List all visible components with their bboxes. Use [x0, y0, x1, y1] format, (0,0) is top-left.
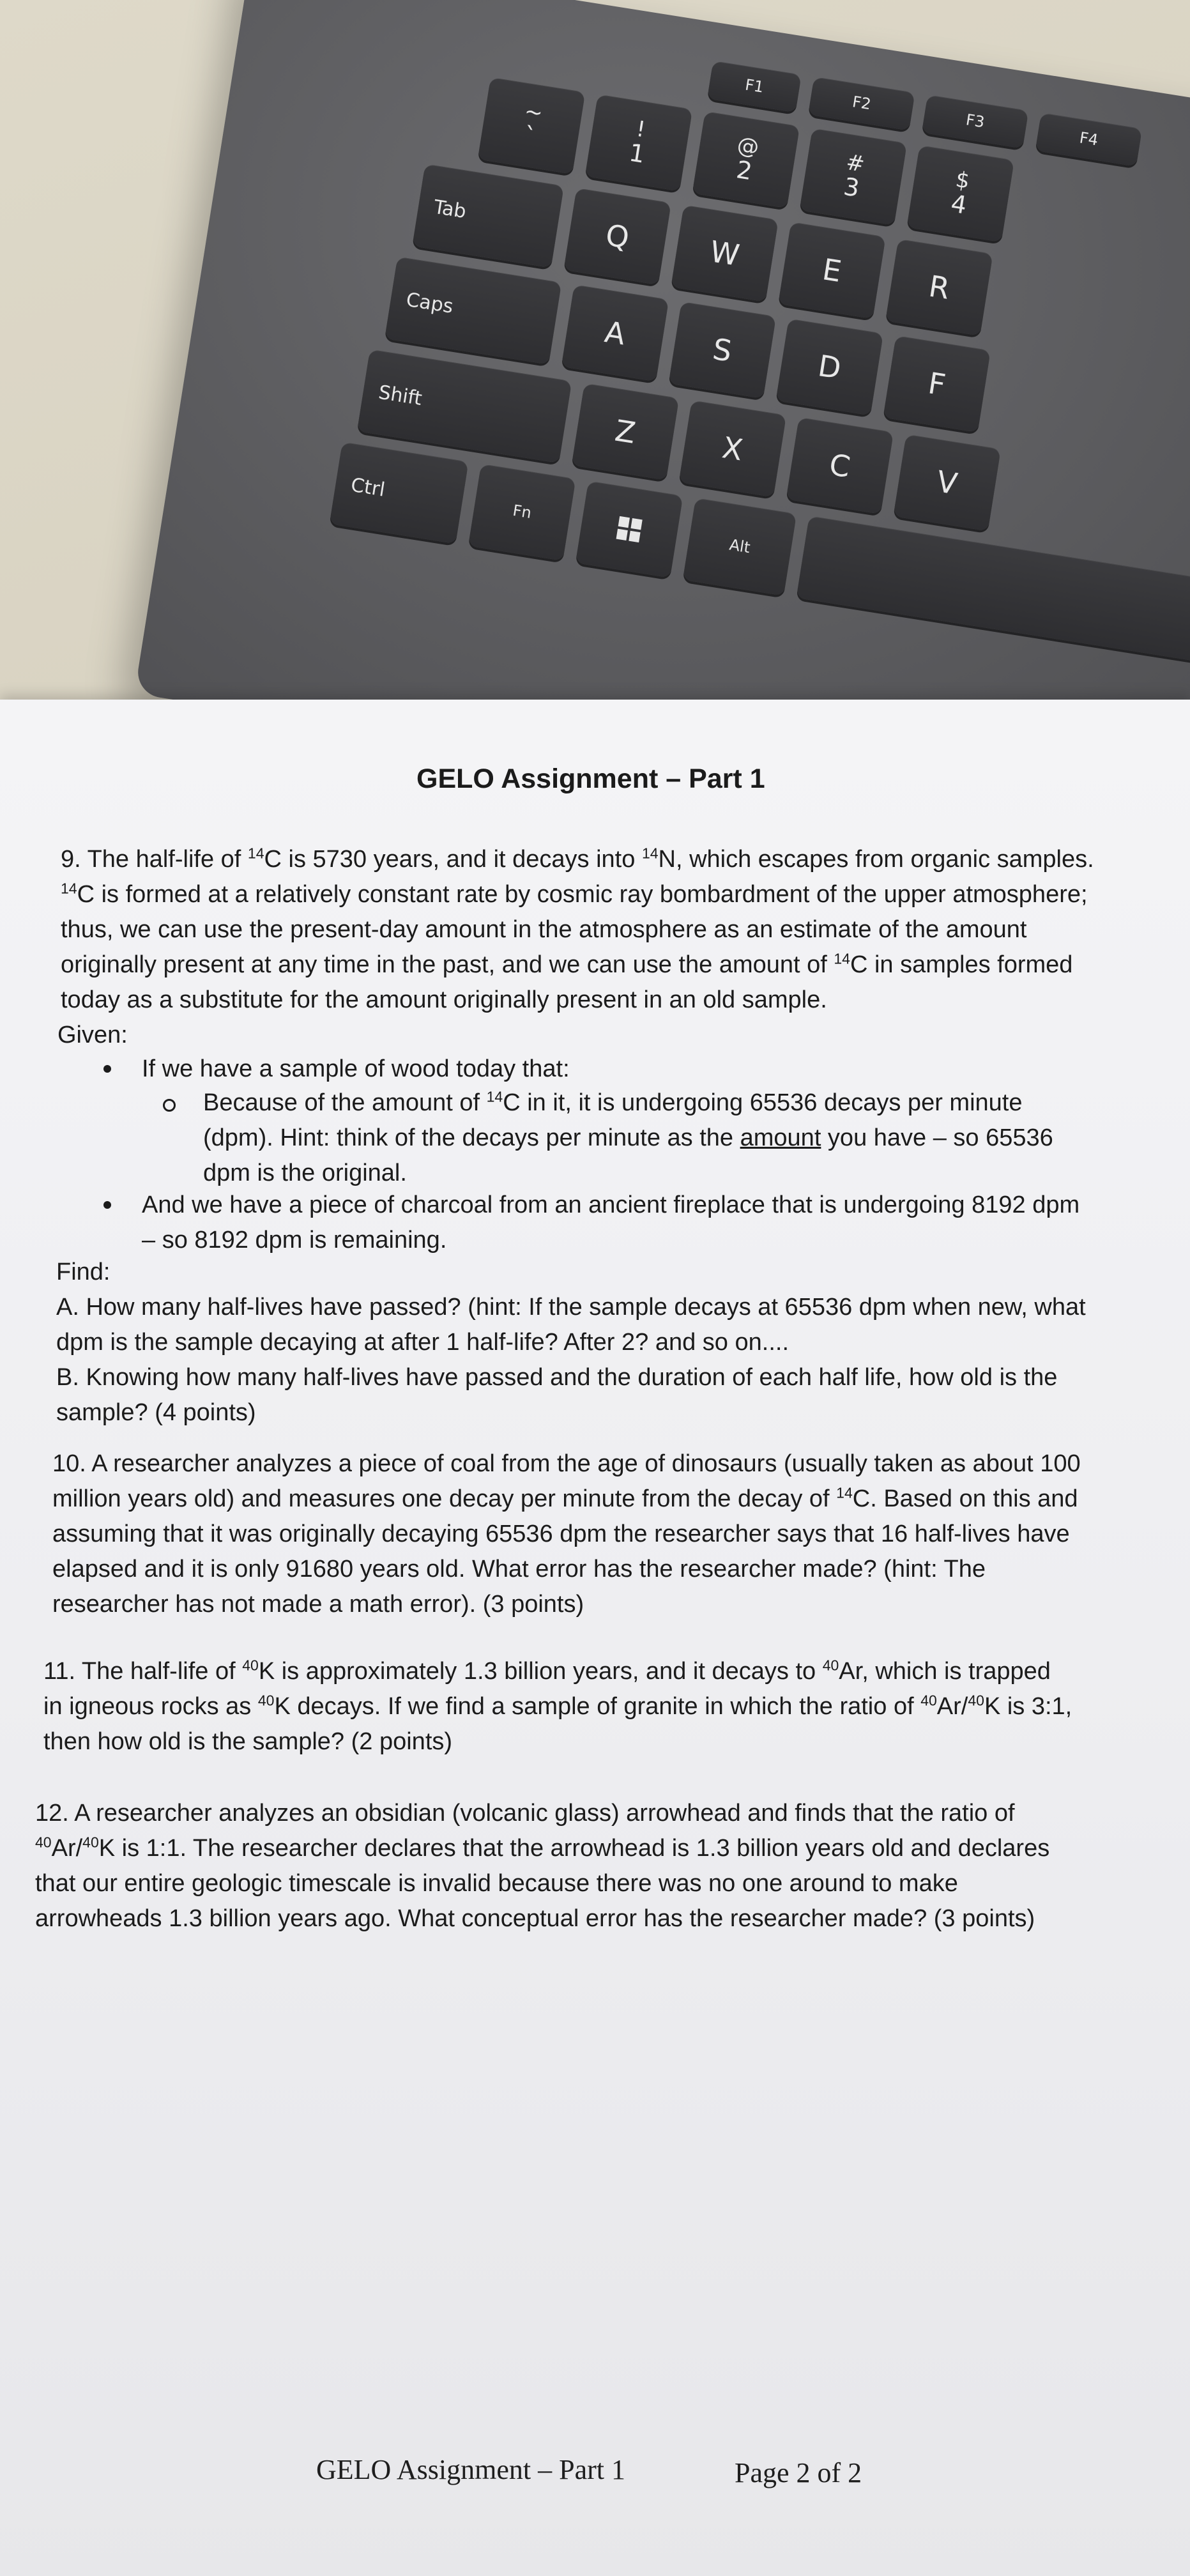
find-section: [56, 1255, 1168, 1430]
windows-logo-icon: [616, 516, 643, 542]
key-z: Z: [572, 383, 679, 480]
key-fn: Fn: [468, 464, 576, 561]
key-f4: F4: [1035, 112, 1142, 166]
key-f2: F2: [808, 77, 915, 130]
key-c: C: [786, 417, 894, 514]
key-e: E: [778, 222, 885, 319]
key-4: $ 4: [906, 145, 1014, 242]
page-title: GELO Assignment – Part 1: [416, 763, 765, 794]
subbullet-line-3: dpm is the original.: [203, 1160, 407, 1186]
key-f: F: [883, 335, 990, 433]
key-f1: F1: [707, 61, 802, 112]
q10-line-2: million years old) and measures one decay per minute from the decay of $^{14}$C. Based on this and: [52, 1484, 1078, 1512]
key-backtick: ~ `: [478, 77, 585, 174]
key-r: R: [885, 239, 993, 336]
subbullet-line-1: Because of the amount of $^{14}$C in it, it is undergoing 65536 decays per minute: [203, 1088, 1023, 1116]
key-windows: [576, 481, 683, 578]
key-1: ! 1: [585, 94, 692, 191]
q10-line-3: assuming that it was originally decaying 65536 dpm the researcher says that 16 half-lives have: [52, 1521, 1070, 1547]
question-9: [61, 842, 1159, 1018]
q9-line-1: 9. The half-life of $^{14}$C is 5730 years, and it decays into $^{14}$N, which escapes from organic samples.: [61, 845, 1094, 873]
q9-line-3: thus, we can use the present-day amount in the atmosphere as an estimate of the amount: [61, 916, 1027, 943]
q10-line-5: researcher has not made a math error). (3 points): [52, 1591, 584, 1618]
key-alt: Alt: [683, 498, 797, 595]
key-3: # 3: [800, 128, 907, 226]
q12-line-3: that our entire geologic timescale is invalid because there was no one around to make: [35, 1870, 958, 1897]
key-s: S: [669, 302, 776, 399]
find-a-line-1: A. How many half-lives have passed? (hint: If the sample decays at 65536 dpm when new, what: [56, 1294, 1086, 1321]
key-f3: F3: [922, 95, 1028, 148]
bullet-dot: [103, 1201, 111, 1209]
q11-line-1: 11. The half-life of $^{40}$K is approximately 1.3 billion years, and it decays to $^{40}$Ar, which is trapped: [43, 1657, 1051, 1685]
bullet2-line-2: – so 8192 dpm is remaining.: [142, 1227, 447, 1254]
given-label: Given:: [57, 1022, 128, 1048]
q9-line-2: $^{14}$C is formed at a relatively constant rate by cosmic ray bombardment of the upper atmosphere;: [61, 880, 1088, 908]
key-caps: Caps: [385, 257, 561, 365]
key-tab: Tab: [412, 164, 564, 268]
circle-bullet: [163, 1099, 176, 1112]
footer-title: GELO Assignment – Part 1: [316, 2454, 625, 2485]
q10-line-4: elapsed and it is only 91680 years old. What error has the researcher made? (hint: The: [52, 1556, 986, 1583]
subbullet-line-2: (dpm). Hint: think of the decays per minute as the amount you have – so 65536: [203, 1124, 1053, 1151]
question-12: [35, 1796, 1185, 1936]
key-shift: Shift: [357, 349, 572, 463]
question-10: [52, 1446, 1170, 1622]
key-v: V: [893, 434, 1000, 532]
q12-line-4: arrowheads 1.3 billion years ago. What conceptual error has the researcher made? (3 points): [35, 1905, 1035, 1932]
q10-line-1: 10. A researcher analyzes a piece of coal from the age of dinosaurs (usually taken as about 100: [52, 1450, 1081, 1477]
given-bullet-1: If we have a sample of wood today that:: [142, 1055, 570, 1082]
q9-line-5: today as a substitute for the amount originally present in an old sample.: [61, 986, 827, 1013]
given-bullet-2: [142, 1188, 1164, 1258]
key-2: @ 2: [692, 111, 800, 208]
q11-line-3: then how old is the sample? (2 points): [43, 1728, 453, 1755]
given-subbullet: [203, 1085, 1161, 1191]
q12-line-1: 12. A researcher analyzes an obsidian (volcanic glass) arrowhead and finds that the ratio of: [35, 1800, 1015, 1827]
q11-line-2: in igneous rocks as $^{40}$K decays. If we find a sample of granite in which the ratio of $^{40}$Ar/$^{40}$K is 3:1,: [43, 1692, 1072, 1720]
q12-line-2: $^{40}$Ar/$^{40}$K is 1:1. The researcher declares that the arrowhead is 1.3 billion years old and declares: [35, 1834, 1050, 1862]
footer-page-number: Page 2 of 2: [735, 2457, 862, 2488]
bullet2-line-1: And we have a piece of charcoal from an ancient fireplace that is undergoing 8192 dpm: [142, 1192, 1080, 1218]
key-q: Q: [563, 188, 671, 285]
find-a-line-2: dpm is the sample decaying at after 1 half-life? After 2? and so on....: [56, 1329, 789, 1356]
question-11: [43, 1654, 1180, 1759]
key-x: X: [679, 400, 786, 497]
q9-line-4: originally present at any time in the past, and we can use the amount of $^{14}$C in samples formed: [61, 950, 1073, 978]
key-a: A: [561, 284, 669, 381]
bullet-dot: [103, 1065, 111, 1073]
key-w: W: [671, 205, 778, 302]
key-d: D: [776, 319, 883, 416]
find-b-line-2: sample? (4 points): [56, 1399, 256, 1426]
find-label: Find:: [56, 1259, 111, 1285]
key-space: [797, 516, 1190, 668]
find-b-line-1: B. Knowing how many half-lives have passed and the duration of each half life, how old is the: [56, 1364, 1058, 1391]
key-ctrl: Ctrl: [330, 442, 469, 544]
